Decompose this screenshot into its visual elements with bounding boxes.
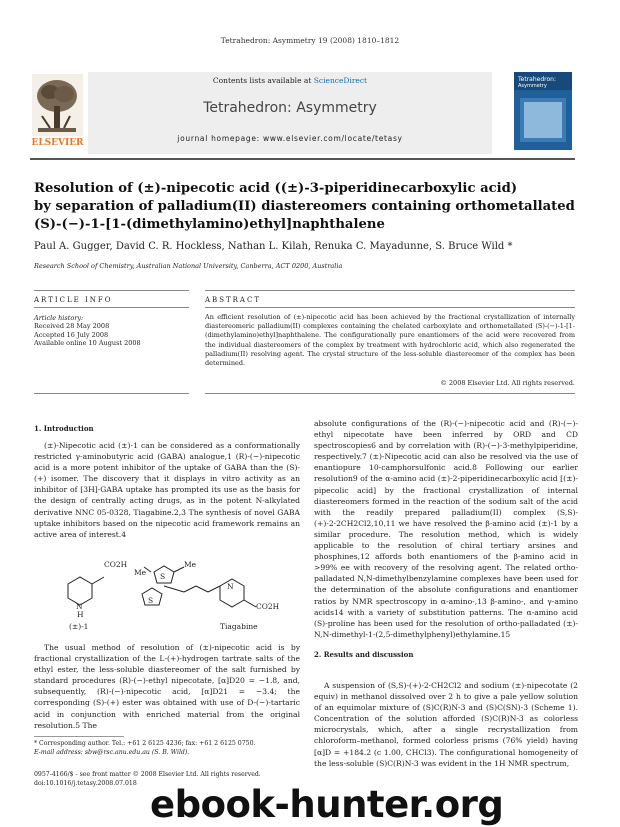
journal-title: Tetrahedron: Asymmetry xyxy=(203,100,377,116)
contents-line xyxy=(88,76,492,85)
tiagabine-label: Tiagabine xyxy=(220,622,258,631)
cover-title: Tetrahedron: xyxy=(518,76,556,83)
abstract-text: An efficient resolution of (±)-nipecotic acid has been achieved by the fractional crystallization of internally diastereomeric palladium(II) complexes containing the chelated carboxylate and orthometallated (S)-(−)-1-[1-(dimethylamino)ethyl]naphthalene. The configurationally pure enantiomers of the acid were recovered from the individual diastereomers of the complex by treatment with hydrochloric acid, which also regenerated the palladium(II) resolving agent. The crystal structure of the less-soluble diastereomer of the complex has been determined. xyxy=(205,313,575,368)
author-list: Paul A. Gugger, David C. R. Hockless, Nathan L. Kilah, Renuka C. Mayadunne, S. Bruce Wild * xyxy=(34,241,513,252)
s-label-1: S xyxy=(160,572,166,581)
issn-line: 0957-4166/$ - see front matter © 2008 Elsevier Ltd. All rights reserved. xyxy=(34,771,261,778)
contents-prefix: Contents lists available at xyxy=(212,76,314,85)
cover-subtitle: Asymmetry xyxy=(518,83,547,89)
right-column-paragraph-1: absolute configurations of the (R)-(−)-nipecotic acid and (R)-(−)-ethyl nipecotate have been inferred by ORD and CD spectroscopies6 and by correlation with (R)-(−)-3-methylpiperidine, respectively.7 (±)-Nipecotic acid can also be resolved via the use of enantiopure 10-camphorsulfonic acid.8 Following our earlier resolution9 of the α-amino acid (±)-2-piperidinecarboxylic acid [(±)-pipecolic acid] by the fractional crystallization of internal diastereomers formed in the reaction of the sodium salt of the acid with the readily prepared palladium(II) complex (S,S)-(+)-2·2CH2Cl2,10,11 we have resolved the β-amino acid (±)-1 by a similar procedure. The resolution method, which is widely applicable to the resolution of chiral tertiary arsines and phosphines,12 affords both enantiomers of the β-amino acid in >99% ee with recovery of the resolving agent. The related ortho-palladated N,N-dimethylbenzylamine complexes have been used for the determination of the absolute configurations and enantiomer ratios by NMR spectroscopy in α-amino-,13 β-amino-, and γ-amino acids14 with a variety of substitution patterns. The α-amino acid (S)-proline has been used for the resolution of ortho-palladated (±)-N,N-dimethyl-1-(2,5-dimethylphenyl)ethylamine.15 xyxy=(314,419,578,639)
header-rule xyxy=(30,158,575,160)
h-label: H xyxy=(77,610,84,619)
intro-paragraph-2: The usual method of resolution of (±)-nipecotic acid is by fractional crystallization of the L-(+)-hydrogen tartrate salts of the ethyl ester, the less-soluble diastereomer of the salt furnished by standard procedures (R)-(−)-ethyl nipecotate, [α]D20 = −1.8, and, subsequently, (R)-(−)-nipecotic acid, [α]D21 = −3.4; the corresponding (S)-(+) ester was obtained with use of D-(−)-tartaric acid in conjunction with enriched material from the original resolution.5 The xyxy=(34,643,300,730)
abstract-rule-top xyxy=(205,290,575,291)
abstract-rule-mid xyxy=(205,307,575,308)
footnote-rule xyxy=(34,736,124,737)
article-title xyxy=(34,180,579,234)
article-info-rule-mid xyxy=(34,307,189,308)
sciencedirect-link[interactable]: ScienceDirect xyxy=(313,76,368,85)
footnote-contact: * Corresponding author. Tel.: +61 2 6125 4236; fax: +61 2 6125 0750. xyxy=(34,740,256,747)
me-label-1: Me xyxy=(134,568,147,577)
journal-citation: Tetrahedron: Asymmetry 19 (2008) 1810–1812 xyxy=(220,36,400,45)
article-info-rule-top xyxy=(34,290,189,291)
received-date: Received 28 May 2008 xyxy=(34,322,110,331)
intro-paragraph-1: (±)-Nipecotic acid (±)-1 can be considered as a conformationally restricted γ-aminobutyric acid (GABA) analogue,1 (R)-(−)-nipecotic acid is a more potent inhibitor of the uptake of GABA than the (S)-(+) isomer. The discovery that it displays in vitro activity as an inhibitor of [3H]-GABA uptake has prompted its use as the basis for the design of centrally acting drugs, as in the potent N-alkylated derivative NNC 05-0328, Tiagabine.2,3 The synthesis of novel GABA uptake inhibitors based on the nipecotic acid framework remains an active area of interest.4 xyxy=(34,441,300,539)
title-line-2: by separation of palladium(II) diastereomers containing orthometallated xyxy=(34,199,575,214)
section-heading-introduction: 1. Introduction xyxy=(34,424,94,433)
co2h-label-acid: CO2H xyxy=(104,560,128,569)
abstract-rule-bottom xyxy=(205,393,575,394)
co2h-label-tiagabine: CO2H xyxy=(256,602,280,611)
journal-homepage[interactable]: journal homepage: www.elsevier.com/locate/tetasy xyxy=(177,134,403,143)
affiliation: Research School of Chemistry, Australian National University, Canberra, ACT 0200, Australia xyxy=(34,262,343,270)
section-heading-results: 2. Results and discussion xyxy=(314,650,414,659)
article-info-heading: ARTICLE INFO xyxy=(34,296,113,304)
results-paragraph-1: A suspension of (S,S)-(+)-2·CH2Cl2 and sodium (±)-nipecotate (2 equiv) in methanol dissolved over 2 h to give a pale yellow solution of an equimolar mixture of (S)C(R)N-3 and (S)C(SN)-3 (Scheme 1). Concentration of the solution afforded (S)C(R)N-3 as colorless microcrystals, which, after a single recrystallization from chloroform–methanol, formed colorless prisms (76% yield) having [α]D = +184.2 (c 1.00, CHCl3). The configurational homogeneity of the less-soluble (S)C(R)N-3 was evident in the 1H NMR spectrum, xyxy=(314,681,578,768)
elsevier-logo xyxy=(30,72,85,154)
history-label: Article history: xyxy=(34,314,84,322)
article-info-rule-bottom xyxy=(34,393,189,394)
structure-scheme xyxy=(34,556,300,636)
acid-label: (±)-1 xyxy=(69,622,89,631)
elsevier-wordmark: ELSEVIER xyxy=(31,138,84,148)
abstract-heading: ABSTRACT xyxy=(205,296,262,304)
doi-line[interactable]: doi:10.1016/j.tetasy.2008.07.018 xyxy=(34,779,137,787)
footnote-email[interactable]: E-mail address: sbw@rsc.anu.edu.au (S. B. Wild). xyxy=(34,748,190,756)
title-line-1: Resolution of (±)-nipecotic acid ((±)-3-piperidinecarboxylic acid) xyxy=(34,181,518,196)
accepted-date: Accepted 16 July 2008 xyxy=(34,330,109,339)
cover-pattern xyxy=(514,72,572,150)
s-label-2: S xyxy=(148,596,154,605)
me-label-2: Me xyxy=(184,560,197,569)
nh-label: N xyxy=(76,602,83,611)
abstract-copyright: © 2008 Elsevier Ltd. All rights reserved. xyxy=(440,379,575,387)
title-line-3: (S)-(−)-1-[1-(dimethylamino)ethyl]naphthalene xyxy=(34,217,385,232)
watermark: ebook-hunter.org xyxy=(150,783,504,826)
online-date: Available online 10 August 2008 xyxy=(34,339,141,348)
n-label-tiagabine: N xyxy=(227,582,234,591)
journal-cover-thumbnail xyxy=(514,72,572,150)
article-history xyxy=(34,314,189,348)
corresponding-author-footnote xyxy=(34,740,300,757)
